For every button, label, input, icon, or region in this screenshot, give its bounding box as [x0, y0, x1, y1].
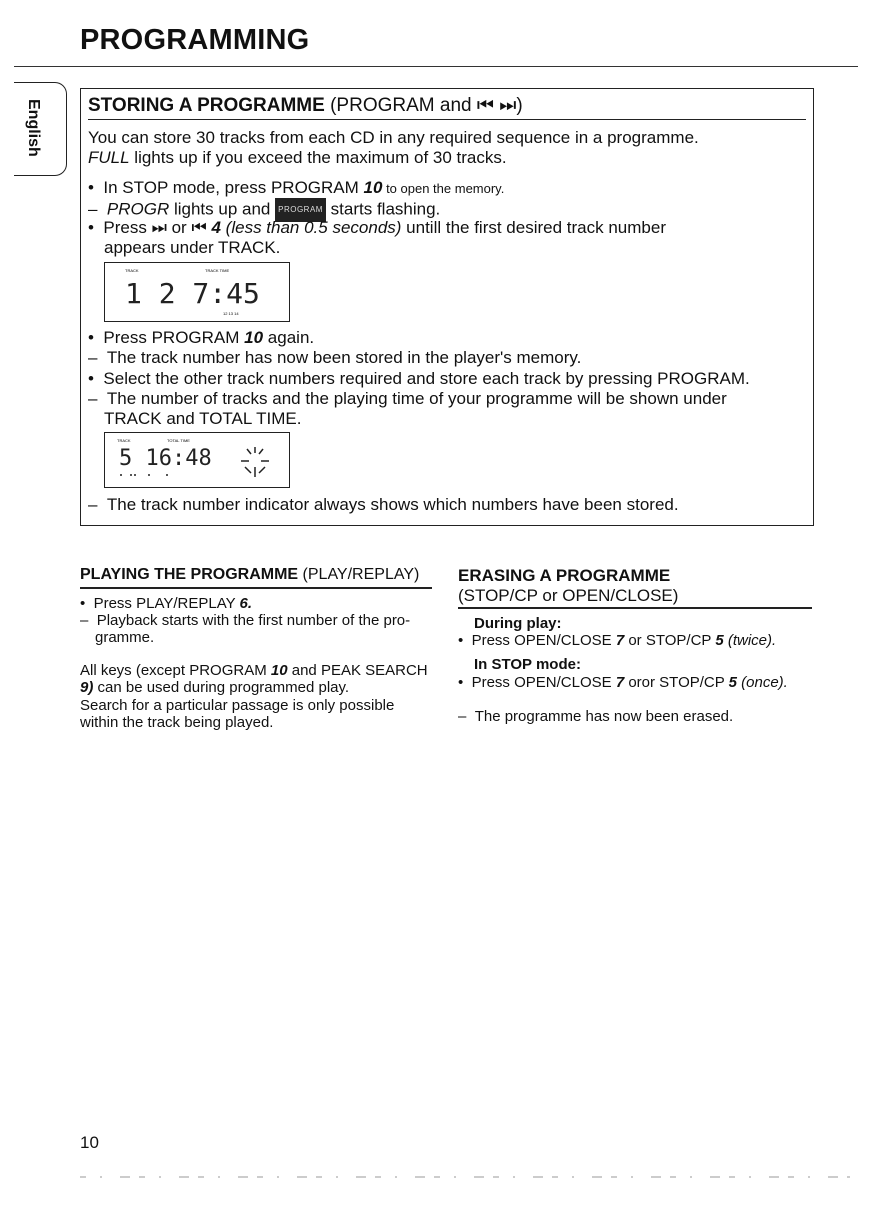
lcd-display-2 — [104, 432, 290, 488]
lcd-display-1 — [104, 262, 290, 322]
step-4-result-line-2: TRACK and TOTAL TIME. — [104, 409, 302, 428]
page-title: PROGRAMMING — [80, 24, 310, 56]
erasing-in-stop: In STOP mode: — [474, 656, 581, 673]
language-tab — [14, 82, 67, 176]
storing-heading — [88, 95, 806, 120]
lcd-label-total-time: TOTAL TIME — [167, 438, 190, 443]
lcd-display-1-art — [105, 263, 289, 321]
step-2-line-2: appears under TRACK. — [104, 238, 281, 257]
lcd-label-track-time: TRACK TIME — [205, 268, 230, 273]
lcd-label-track: TRACK — [125, 268, 139, 273]
erasing-heading-line-1: ERASING A PROGRAMME — [458, 566, 671, 585]
step-1: • In STOP mode, press PROGRAM 10 to open the memory. — [88, 178, 505, 197]
playing-para-2-line-1: Search for a particular passage is only possible — [80, 697, 395, 714]
storing-heading-bold: STORING A PROGRAMME — [88, 95, 325, 116]
dash: – — [88, 389, 107, 408]
playing-bullet-2-line-2: gramme. — [95, 629, 155, 646]
erasing-during-play: During play: — [474, 615, 562, 632]
lcd-stored-dots — [120, 474, 168, 476]
lcd-display-2-art — [105, 433, 289, 487]
step-4: • Select the other track numbers required and store each track by pressing PROGRAM. — [88, 369, 750, 388]
dash: – — [88, 348, 107, 367]
playing-bullet-2: – Playback starts with the first number of the pro- — [80, 612, 411, 629]
step-3-result: – The track number has now been stored in the player's memory. — [88, 348, 582, 367]
bullet-dot: • — [88, 178, 104, 197]
storing-intro-2: FULL lights up if you exceed the maximum of 30 tracks. — [88, 148, 507, 167]
storing-heading-rest: (PROGRAM and ⏮ ⏭) — [330, 95, 523, 116]
playing-para-2-line-2: within the track being played. — [80, 714, 274, 731]
playing-para-1-line-2: 9) can be used during programmed play. — [80, 679, 350, 696]
lcd-label-track: TRACK — [117, 438, 131, 443]
playing-para-1-line-1: All keys (except PROGRAM 10 and PEAK SEARCH — [80, 662, 428, 679]
bullet-dot: • — [88, 369, 104, 388]
erasing-heading-line-2: (STOP/CP or OPEN/CLOSE) — [458, 586, 679, 605]
step-1-result: – PROGR lights up and PROGRAM starts flashing. — [88, 198, 440, 222]
erasing-during-play-step: • Press OPEN/CLOSE 7 or STOP/CP 5 (twice). — [458, 632, 777, 649]
storing-final-note: – The track number indicator always shows which numbers have been stored. — [88, 495, 679, 514]
erasing-result: – The programme has now been erased. — [458, 708, 734, 725]
language-tab-label: English — [25, 99, 42, 157]
erasing-heading-rule — [458, 607, 812, 609]
program-badge: PROGRAM — [275, 198, 326, 222]
dash: – — [88, 199, 107, 219]
lcd-indicators: 12 13 14 — [223, 311, 239, 316]
bullet-dot: • — [88, 218, 104, 237]
playing-bullet-1: • Press PLAY/REPLAY 6. — [80, 595, 253, 612]
flash-rays-icon — [241, 447, 269, 477]
title-rule — [14, 66, 858, 67]
playing-heading: PLAYING THE PROGRAMME (PLAY/REPLAY) — [80, 566, 420, 583]
lcd-digits-1: 1 2 7:45 — [125, 277, 260, 310]
dash: – — [88, 495, 107, 514]
page-number: 10 — [80, 1133, 99, 1152]
playing-heading-rule — [80, 587, 432, 589]
erasing-stop-step: • Press OPEN/CLOSE 7 oror STOP/CP 5 (once). — [458, 674, 788, 691]
bullet-dot: • — [88, 328, 104, 347]
lcd-digits-2: 5 16:48 — [119, 446, 212, 471]
scan-noise-line — [80, 1174, 850, 1180]
step-3: • Press PROGRAM 10 again. — [88, 328, 315, 347]
step-2: • Press ⏭ or ⏮ 4 (less than 0.5 seconds) untill the first desired track number — [88, 218, 666, 237]
storing-intro-1: You can store 30 tracks from each CD in any required sequence in a programme. — [88, 128, 699, 147]
step-4-result: – The number of tracks and the playing time of your programme will be shown under — [88, 389, 727, 408]
